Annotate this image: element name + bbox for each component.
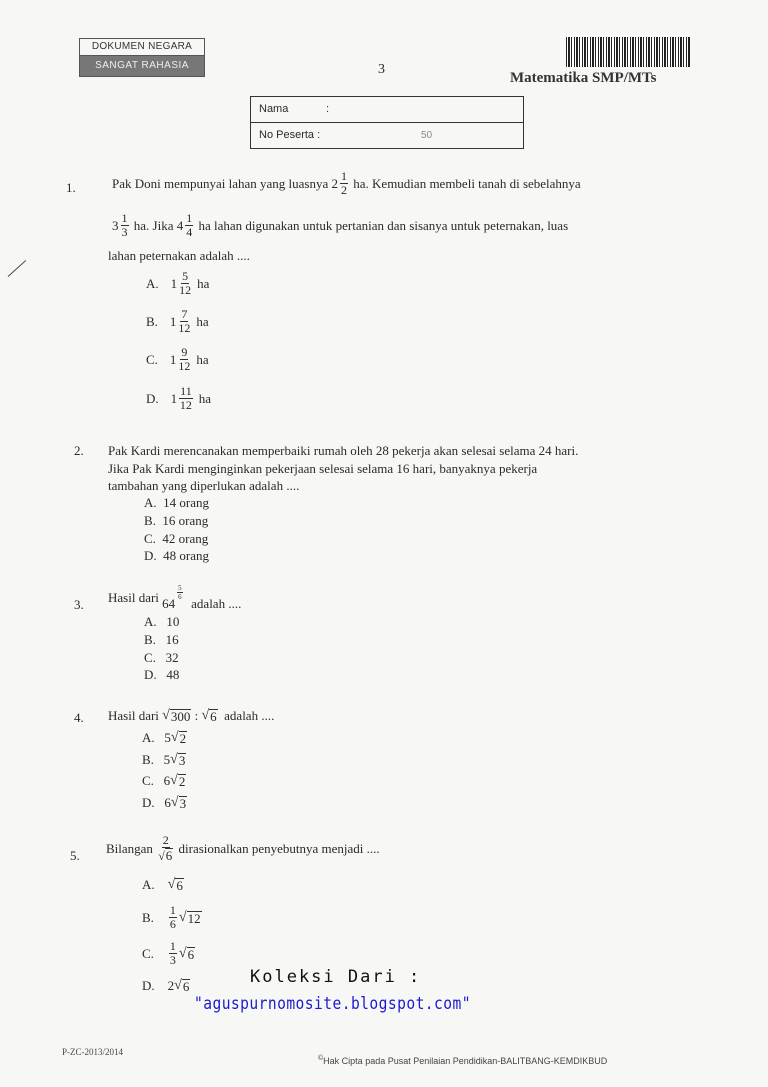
option-radical: √ 12 — [178, 909, 201, 926]
document-classification-box — [79, 38, 205, 77]
page-number: 3 — [378, 62, 385, 77]
option-label: B. — [144, 513, 156, 528]
subject-title: Matematika SMP/MTs — [510, 70, 657, 86]
q1-line2a: ha. Jika — [133, 217, 174, 233]
option-radical: √ 6 — [167, 877, 183, 893]
name-row — [251, 97, 523, 122]
q3-exponent — [177, 584, 183, 601]
pen-mark — [8, 260, 27, 277]
option-coef: 2 — [167, 978, 175, 993]
option-whole: 1 — [170, 275, 178, 291]
option-den: 12 — [179, 283, 192, 297]
option-radical: √ 6 — [178, 945, 195, 962]
option-rad: 6 — [187, 946, 195, 962]
option-den: 12 — [178, 321, 191, 335]
option-rad: 3 — [179, 796, 187, 811]
option-coef: 6 — [164, 795, 171, 810]
option-label: D. — [142, 978, 155, 993]
option-label: D. — [146, 390, 159, 406]
q4-option-a — [142, 730, 187, 746]
q5-text-a: Bilangan — [106, 840, 153, 856]
option-unit: ha — [196, 313, 209, 329]
q4-radical-1: √ 300 — [162, 708, 191, 724]
option-den: 3 — [169, 953, 176, 967]
option-label: C. — [144, 531, 156, 546]
q3-option-b — [144, 632, 179, 648]
option-label: A. — [142, 730, 155, 745]
option-rad: 6 — [182, 979, 190, 994]
q4-line1 — [108, 708, 274, 724]
q3-text-b: adalah .... — [191, 596, 242, 611]
footer-code: P-ZC-2013/2014 — [62, 1047, 124, 1057]
q1-line1b: ha. Kemudian membeli tanah di sebelahnya — [353, 175, 581, 191]
option-fraction — [169, 940, 177, 967]
q5-number: 5. — [70, 848, 80, 863]
q1-fraction3 — [185, 212, 193, 239]
option-label: C. — [142, 773, 154, 788]
option-value: 16 orang — [162, 513, 209, 528]
copyright-text: Hak Cipta pada Pusat Penilaian Pendidikan-BALITBANG-KEMDIKBUD — [323, 1056, 608, 1066]
q3-option-a — [144, 614, 179, 630]
option-whole: 1 — [170, 390, 178, 406]
q4-text-b: adalah .... — [224, 708, 275, 723]
option-den: 12 — [179, 398, 192, 412]
handwritten-mark: 50 — [421, 130, 433, 141]
option-value: 32 — [165, 650, 179, 665]
q1-f2-whole: 3 — [112, 217, 119, 233]
watermark-url: "aguspurnomosite.blogspot.com" — [194, 994, 471, 1014]
q5-option-a — [142, 877, 184, 893]
q2-option-b — [144, 513, 208, 529]
q1-f1-num: 1 — [341, 169, 348, 183]
q5-option-d — [142, 978, 190, 994]
q5-text-b: dirasionalkan penyebutnya menjadi .... — [178, 840, 380, 856]
q1-f3-num: 1 — [186, 211, 193, 225]
q4-number: 4. — [74, 710, 84, 725]
option-rad: 2 — [179, 731, 187, 746]
q5-frac-den-radical: √ 6 — [158, 848, 173, 863]
option-label: A. — [146, 275, 159, 291]
option-label: C. — [142, 945, 154, 961]
option-label: B. — [144, 632, 156, 647]
q3-number: 3. — [74, 597, 84, 612]
option-label: B. — [146, 313, 158, 329]
q3-line1 — [108, 584, 241, 612]
q4-option-d — [142, 795, 187, 811]
q2-option-a — [144, 495, 209, 511]
option-num: 1 — [169, 939, 176, 953]
option-unit: ha — [196, 351, 209, 367]
option-rad: 6 — [176, 878, 183, 893]
q1-f3-whole: 4 — [176, 217, 184, 233]
option-den: 6 — [169, 917, 176, 931]
q5-frac-den: 6 — [165, 848, 173, 863]
option-label: C. — [144, 650, 156, 665]
barcode — [566, 37, 690, 67]
q3-option-c — [144, 650, 179, 666]
q5-option-b — [142, 904, 202, 931]
q2-line1: Pak Kardi merencanakan memperbaiki rumah oleh 28 pekerja akan selesai selama 24 hari. — [108, 443, 579, 458]
q2-number: 2. — [74, 443, 84, 458]
q1-f2-den: 3 — [121, 225, 128, 239]
option-num: 5 — [182, 269, 189, 283]
q4-rad1: 300 — [170, 709, 191, 724]
secret-label: SANGAT RAHASIA — [80, 56, 204, 76]
q1-line1 — [112, 170, 581, 197]
q5-option-c — [142, 940, 195, 967]
option-unit: ha — [198, 390, 211, 406]
doc-label: DOKUMEN NEGARA — [80, 39, 204, 56]
q1-f1-whole: 2 — [331, 175, 339, 191]
q1-fraction2 — [121, 212, 129, 239]
q1-option-a — [146, 270, 209, 297]
participant-row — [251, 122, 523, 148]
option-fraction — [178, 346, 190, 373]
option-unit: ha — [197, 275, 210, 291]
option-label: B. — [142, 752, 154, 767]
participant-label: No Peserta : — [259, 129, 321, 141]
identity-box — [250, 96, 524, 149]
q1-fraction1 — [340, 170, 348, 197]
option-label: D. — [144, 667, 157, 682]
q3-exp-den: 6 — [178, 593, 182, 601]
option-num: 9 — [181, 345, 188, 359]
option-radical: √ 3 — [170, 752, 186, 768]
q4-option-c — [142, 773, 186, 789]
q1-line1a: Pak Doni mempunyai lahan yang luasnya — [112, 175, 329, 191]
option-radical: √ 6 — [174, 978, 190, 994]
q1-f1-den: 2 — [341, 183, 348, 197]
option-rad: 12 — [187, 910, 201, 926]
option-fraction — [169, 904, 177, 931]
q2-option-d — [144, 548, 209, 564]
option-value: 14 orang — [163, 495, 209, 510]
option-fraction — [179, 270, 191, 297]
copyright-mark: © — [318, 1055, 324, 1062]
option-num: 11 — [180, 384, 192, 398]
footer-copyright — [318, 1055, 607, 1066]
option-rad: 3 — [178, 753, 186, 768]
option-num: 7 — [181, 307, 188, 321]
option-radical: √ 2 — [170, 730, 187, 746]
q2-line3: tambahan yang diperlukan adalah .... — [108, 478, 300, 493]
q4-option-b — [142, 752, 186, 768]
option-value: 48 orang — [163, 548, 209, 563]
q5-frac-num: 2 — [162, 833, 169, 847]
option-value: 48 — [166, 667, 180, 682]
option-label: B. — [142, 909, 154, 925]
option-coef: 6 — [163, 773, 171, 788]
q3-text-a: Hasil dari — [108, 590, 159, 605]
option-coef: 5 — [164, 730, 171, 745]
q1-line2b: ha lahan digunakan untuk pertanian dan sisanya untuk peternakan, luas — [198, 217, 569, 233]
q1-line3: lahan peternakan adalah .... — [108, 248, 250, 263]
option-den: 12 — [178, 359, 191, 373]
q1-f3-den: 4 — [186, 225, 193, 239]
option-label: A. — [142, 877, 155, 892]
option-label: D. — [142, 795, 155, 810]
q1-option-d — [146, 385, 211, 412]
option-fraction — [178, 308, 190, 335]
name-label: Nama — [259, 103, 289, 115]
option-rad: 2 — [178, 774, 186, 789]
q4-radical-2: √ 6 — [201, 708, 217, 724]
option-label: C. — [146, 351, 158, 367]
watermark-title: Koleksi Dari : — [250, 967, 422, 987]
q1-f2-num: 1 — [121, 211, 128, 225]
option-fraction — [179, 385, 193, 412]
q4-rad2: 6 — [210, 709, 217, 724]
option-whole: 1 — [169, 351, 177, 367]
q1-number: 1. — [66, 180, 76, 195]
option-label: A. — [144, 614, 157, 629]
option-radical: √ 3 — [170, 795, 187, 811]
option-coef: 5 — [163, 752, 171, 767]
q3-exp-num: 5 — [178, 584, 182, 592]
option-value: 42 orang — [162, 531, 209, 546]
q2-option-c — [144, 531, 208, 547]
q5-line1 — [106, 834, 380, 863]
q5-fraction — [158, 834, 173, 863]
q3-option-d — [144, 667, 179, 683]
option-label: A. — [144, 495, 157, 510]
q1-option-b — [146, 308, 209, 335]
option-value: 10 — [166, 614, 180, 629]
q4-text-a: Hasil dari — [108, 708, 159, 723]
option-whole: 1 — [169, 313, 177, 329]
q4-separator: : — [194, 708, 199, 723]
option-num: 1 — [169, 903, 176, 917]
option-value: 16 — [165, 632, 179, 647]
option-label: D. — [144, 548, 157, 563]
q2-line2: Jika Pak Kardi menginginkan pekerjaan selesai selama 16 hari, banyaknya pekerja — [108, 461, 538, 476]
q1-option-c — [146, 346, 209, 373]
name-colon: : — [326, 103, 330, 115]
q1-line2 — [112, 212, 568, 239]
q3-base: 64 — [162, 596, 176, 611]
option-radical: √ 2 — [170, 773, 186, 789]
